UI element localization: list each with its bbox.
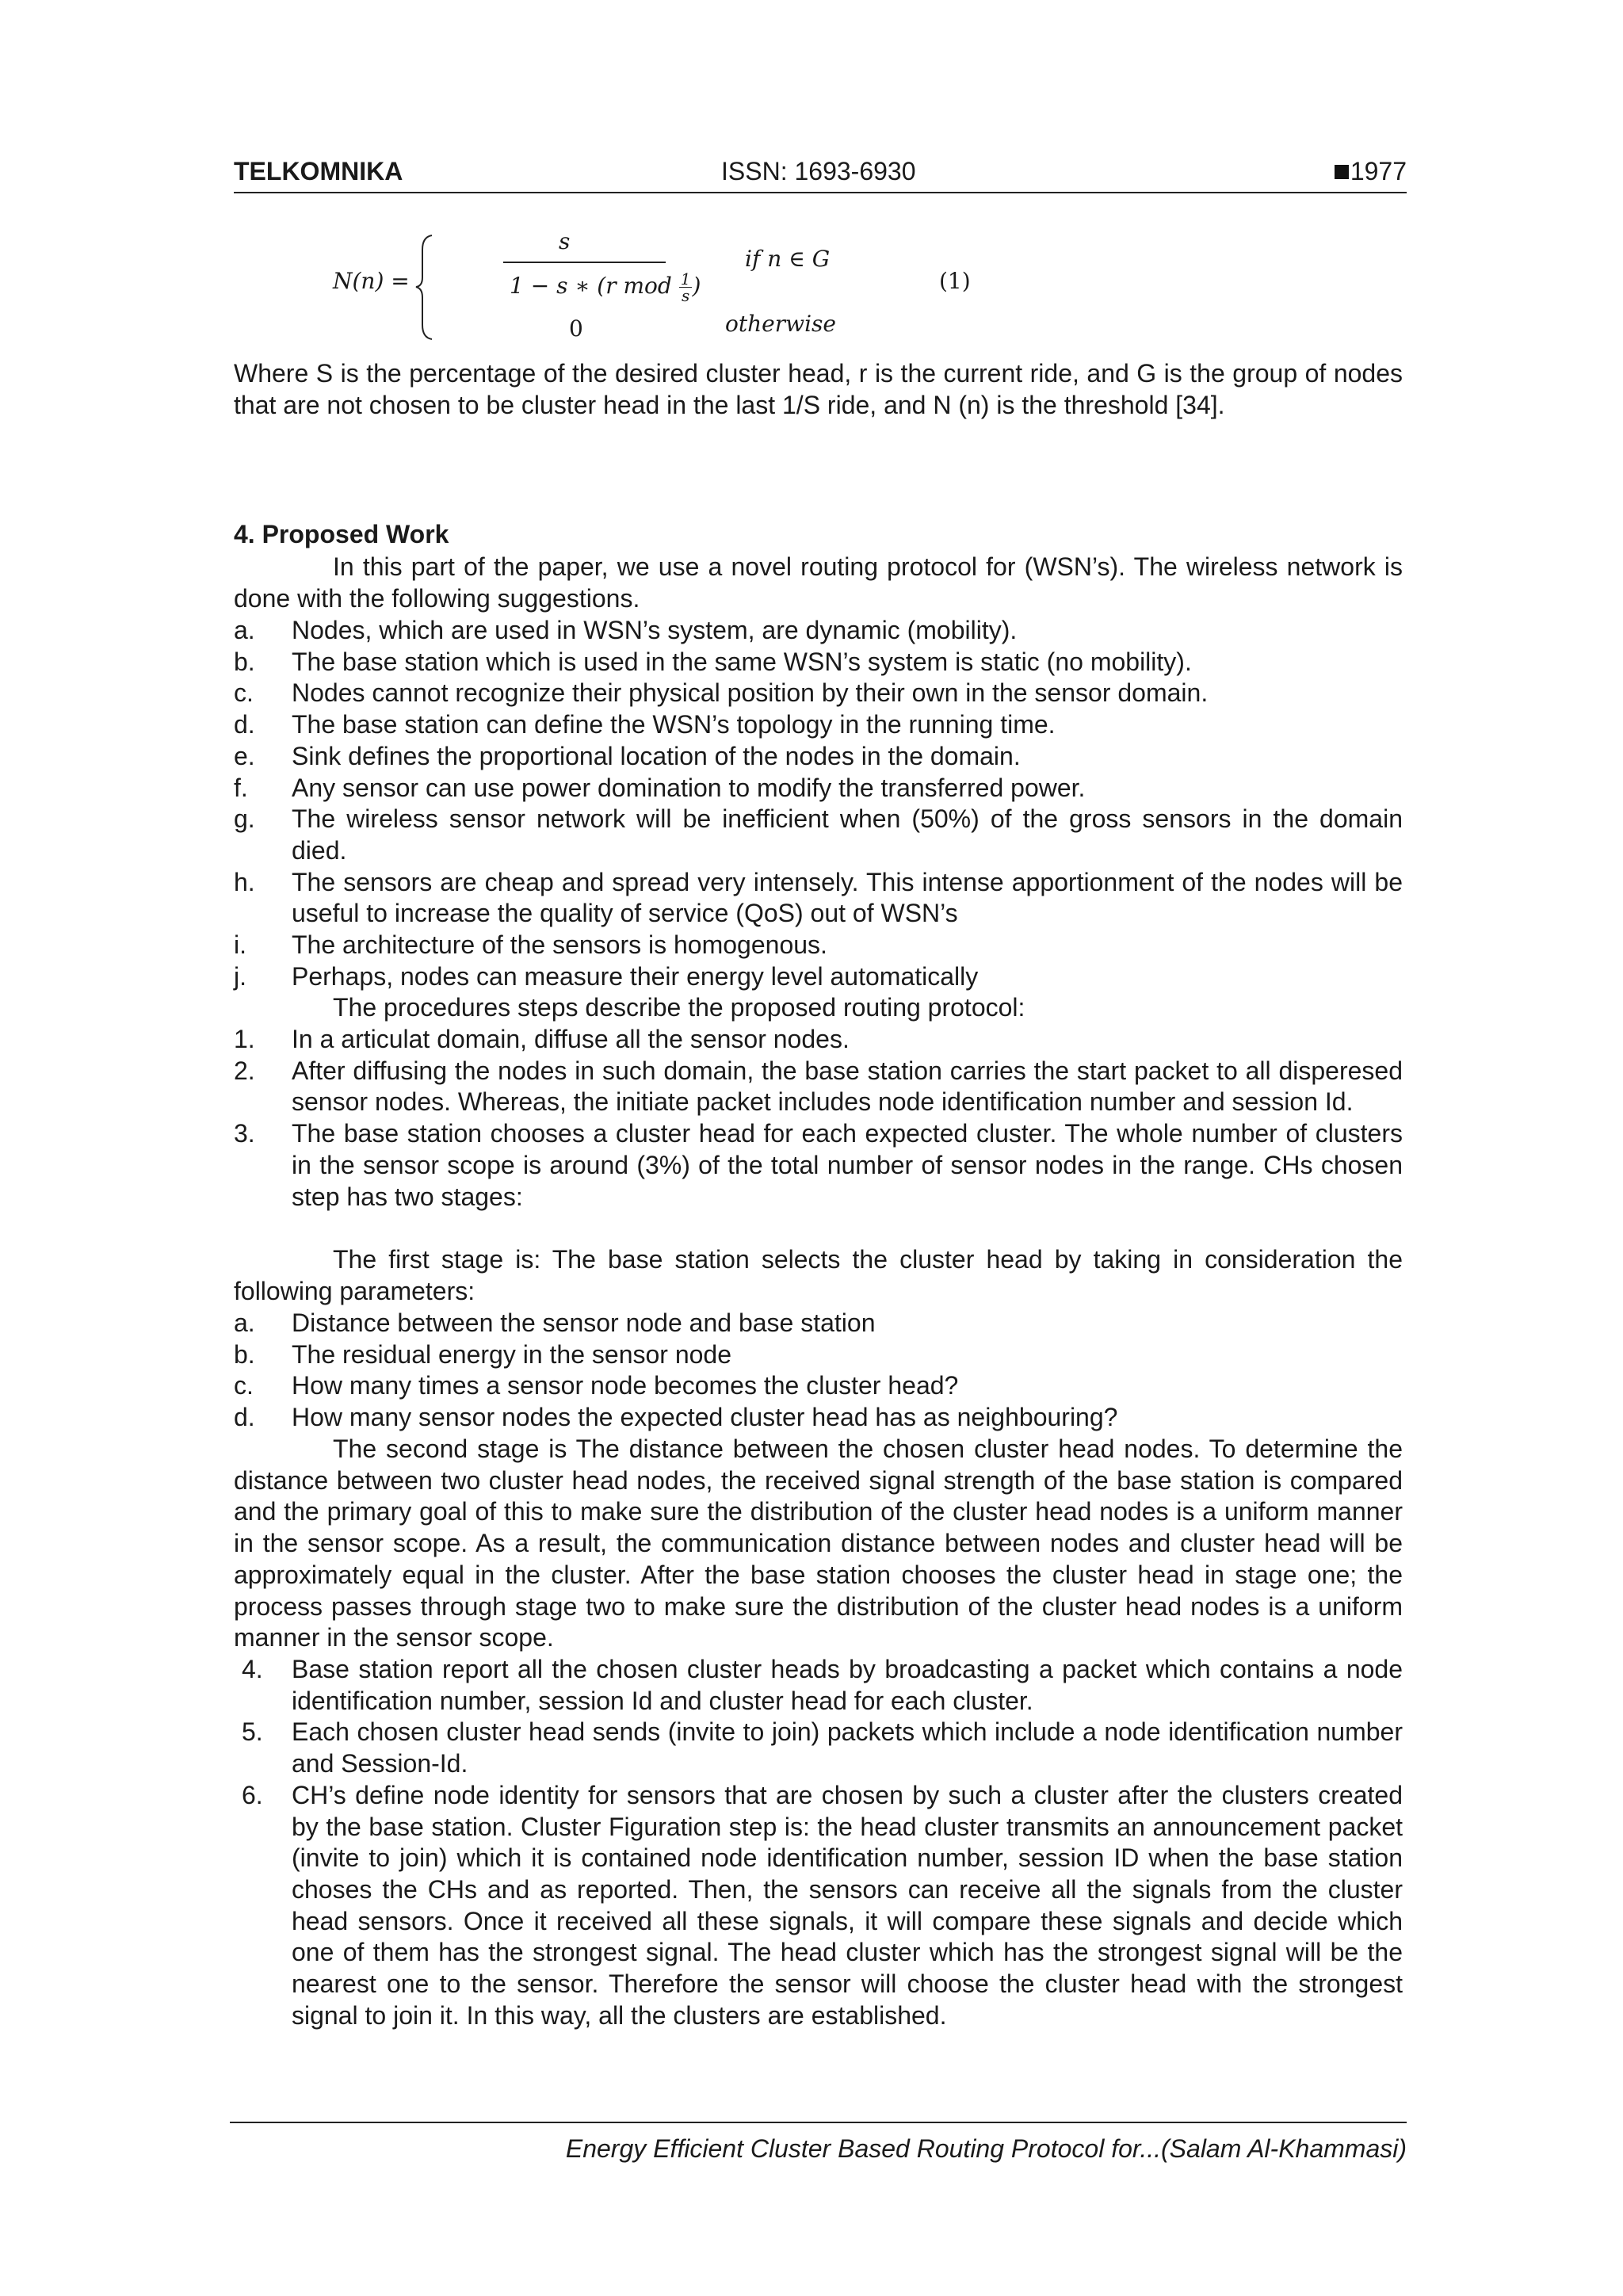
list-item: 6. CH’s define node identity for sensors that are chosen by such a cluster after the clusters created by the base station. Cluster Figuration step is: the head cluster transmits an announcement packet (invite to join) which it is contained node identification number, session ID when the base station choses the CHs and as reported. Then, the sensors can receive all the signals from the cluster head sensors. Once it received all these signals, it will compare these signals and decide which one of them has the strongest signal. The head cluster which has the strongest signal will be the nearest one to the sensor. Therefore the sensor will choose the cluster head with the strongest signal to join it. In this way, all the clusters are established. — [242, 1780, 1403, 2030]
equation-numerator: s — [559, 228, 571, 254]
list-item: 2. After diffusing the nodes in such domain, the base station carries the start packet to all disperesed sensor nodes. Whereas, the initiate packet includes node identification number and session Id. — [234, 1056, 1403, 1117]
inner-fraction-denominator: s — [681, 286, 690, 305]
inner-fraction — [679, 271, 693, 304]
parameters-list — [234, 1308, 1403, 1434]
list-item: b. The residual energy in the sensor node — [234, 1339, 732, 1369]
equation-condition-1: if n ∈ G — [745, 246, 831, 272]
left-brace-icon — [414, 234, 435, 341]
suggestions-list — [234, 615, 1403, 992]
list-item: f. Any sensor can use power domination to modify the transferred power. — [234, 773, 1086, 802]
list-item: d. How many sensor nodes the expected cluster head has as neighbouring? — [234, 1403, 1118, 1432]
list-item: a. Nodes, which are used in WSN’s system, are dynamic (mobility). — [234, 616, 1018, 644]
section-heading: 4. Proposed Work — [234, 520, 449, 548]
paragraph-second-stage: The second stage is The distance between the chosen cluster head nodes. To determine the distance between two cluster head nodes, the received signal strength of the base station is compared and the primary goal of this to make sure the distribution of the cluster head nodes is a uniform manner in the sensor scope. As a result, the communication distance between nodes and cluster head will be approximately equal in the cluster. After the base station chooses the cluster head in stage one; the process passes through stage two to make sure the distribution of the cluster head nodes is a uniform manner in the sensor scope. — [234, 1435, 1403, 1652]
list-item: 3. The base station chooses a cluster head for each expected cluster. The whole number of clusters in the sensor scope is around (3%) of the total number of sensor nodes in the range. CHs chosen step has two stages: — [234, 1119, 1403, 1211]
running-header — [234, 157, 1407, 193]
equation-denominator — [510, 271, 701, 304]
paragraph-intro: In this part of the paper, we use a novel routing protocol for (WSN’s). The wireless network is done with the following suggestions. — [234, 552, 1403, 613]
list-item: c. How many times a sensor node becomes the cluster head? — [234, 1371, 959, 1400]
page-number — [1335, 157, 1407, 186]
list-item: 1. In a articulat domain, diffuse all the sensor nodes. — [234, 1025, 850, 1053]
denominator-prefix: 1 − s ∗ (r mod — [510, 273, 672, 299]
equation-condition-2: otherwise — [725, 311, 836, 337]
list-item: c. Nodes cannot recognize their physical position by their own in the sensor domain. — [234, 678, 1209, 708]
paragraph-first-stage: The first stage is: The base station selects the cluster head by taking in consideration the following parameters: — [234, 1245, 1403, 1305]
inner-fraction-numerator: 1 — [680, 269, 691, 288]
paragraph-where: Where S is the percentage of the desired cluster head, r is the current ride, and G is the group of nodes that are not chosen to be cluster head in the last 1/S ride, and N (n) is the threshold [34]. — [234, 359, 1403, 419]
denominator-suffix: ) — [692, 273, 701, 299]
equation-zero-case: 0 — [569, 315, 583, 342]
equation-1 — [234, 222, 1407, 349]
list-item: 4. Base station report all the chosen cluster heads by broadcasting a packet which contains a node identification number, session Id and cluster head for each cluster. — [242, 1655, 1403, 1715]
fraction-bar — [503, 262, 666, 263]
list-item: e. Sink defines the proportional location of the nodes in the domain. — [234, 741, 1021, 770]
list-item: b. The base station which is used in the same WSN’s system is static (no mobility). — [234, 647, 1192, 676]
steps-list-1 — [234, 1024, 1403, 1213]
list-item: d. The base station can define the WSN’s topology in the running time. — [234, 710, 1056, 739]
list-item: j. Perhaps, nodes can measure their energy level automatically — [234, 961, 979, 991]
paragraph-procedures: The procedures steps describe the proposed routing protocol: — [333, 993, 1025, 1022]
journal-name: TELKOMNIKA — [234, 157, 403, 185]
equation-lhs: N(n) = — [333, 268, 410, 294]
page-number-value: 1977 — [1350, 157, 1407, 185]
list-item: h. The sensors are cheap and spread very intensely. This intense apportionment of the nodes will be useful to increase the quality of service (QoS) out of WSN’s — [234, 867, 1403, 928]
equation-label: (1) — [939, 268, 971, 294]
square-bullet-icon — [1335, 165, 1349, 179]
issn-number: ISSN: 1693-6930 — [721, 157, 916, 185]
list-item: g. The wireless sensor network will be inefficient when (50%) of the gross sensors in the domain died. — [234, 804, 1403, 865]
list-item: i. The architecture of the sensors is homogenous. — [234, 930, 827, 960]
list-item: a. Distance between the sensor node and base station — [234, 1308, 876, 1337]
list-item: 5. Each chosen cluster head sends (invite to join) packets which include a node identification number and Session-Id. — [242, 1717, 1403, 1778]
running-footer: Energy Efficient Cluster Based Routing Protocol for...(Salam Al-Khammasi) — [230, 2122, 1407, 2164]
steps-list-2 — [234, 1654, 1403, 2031]
